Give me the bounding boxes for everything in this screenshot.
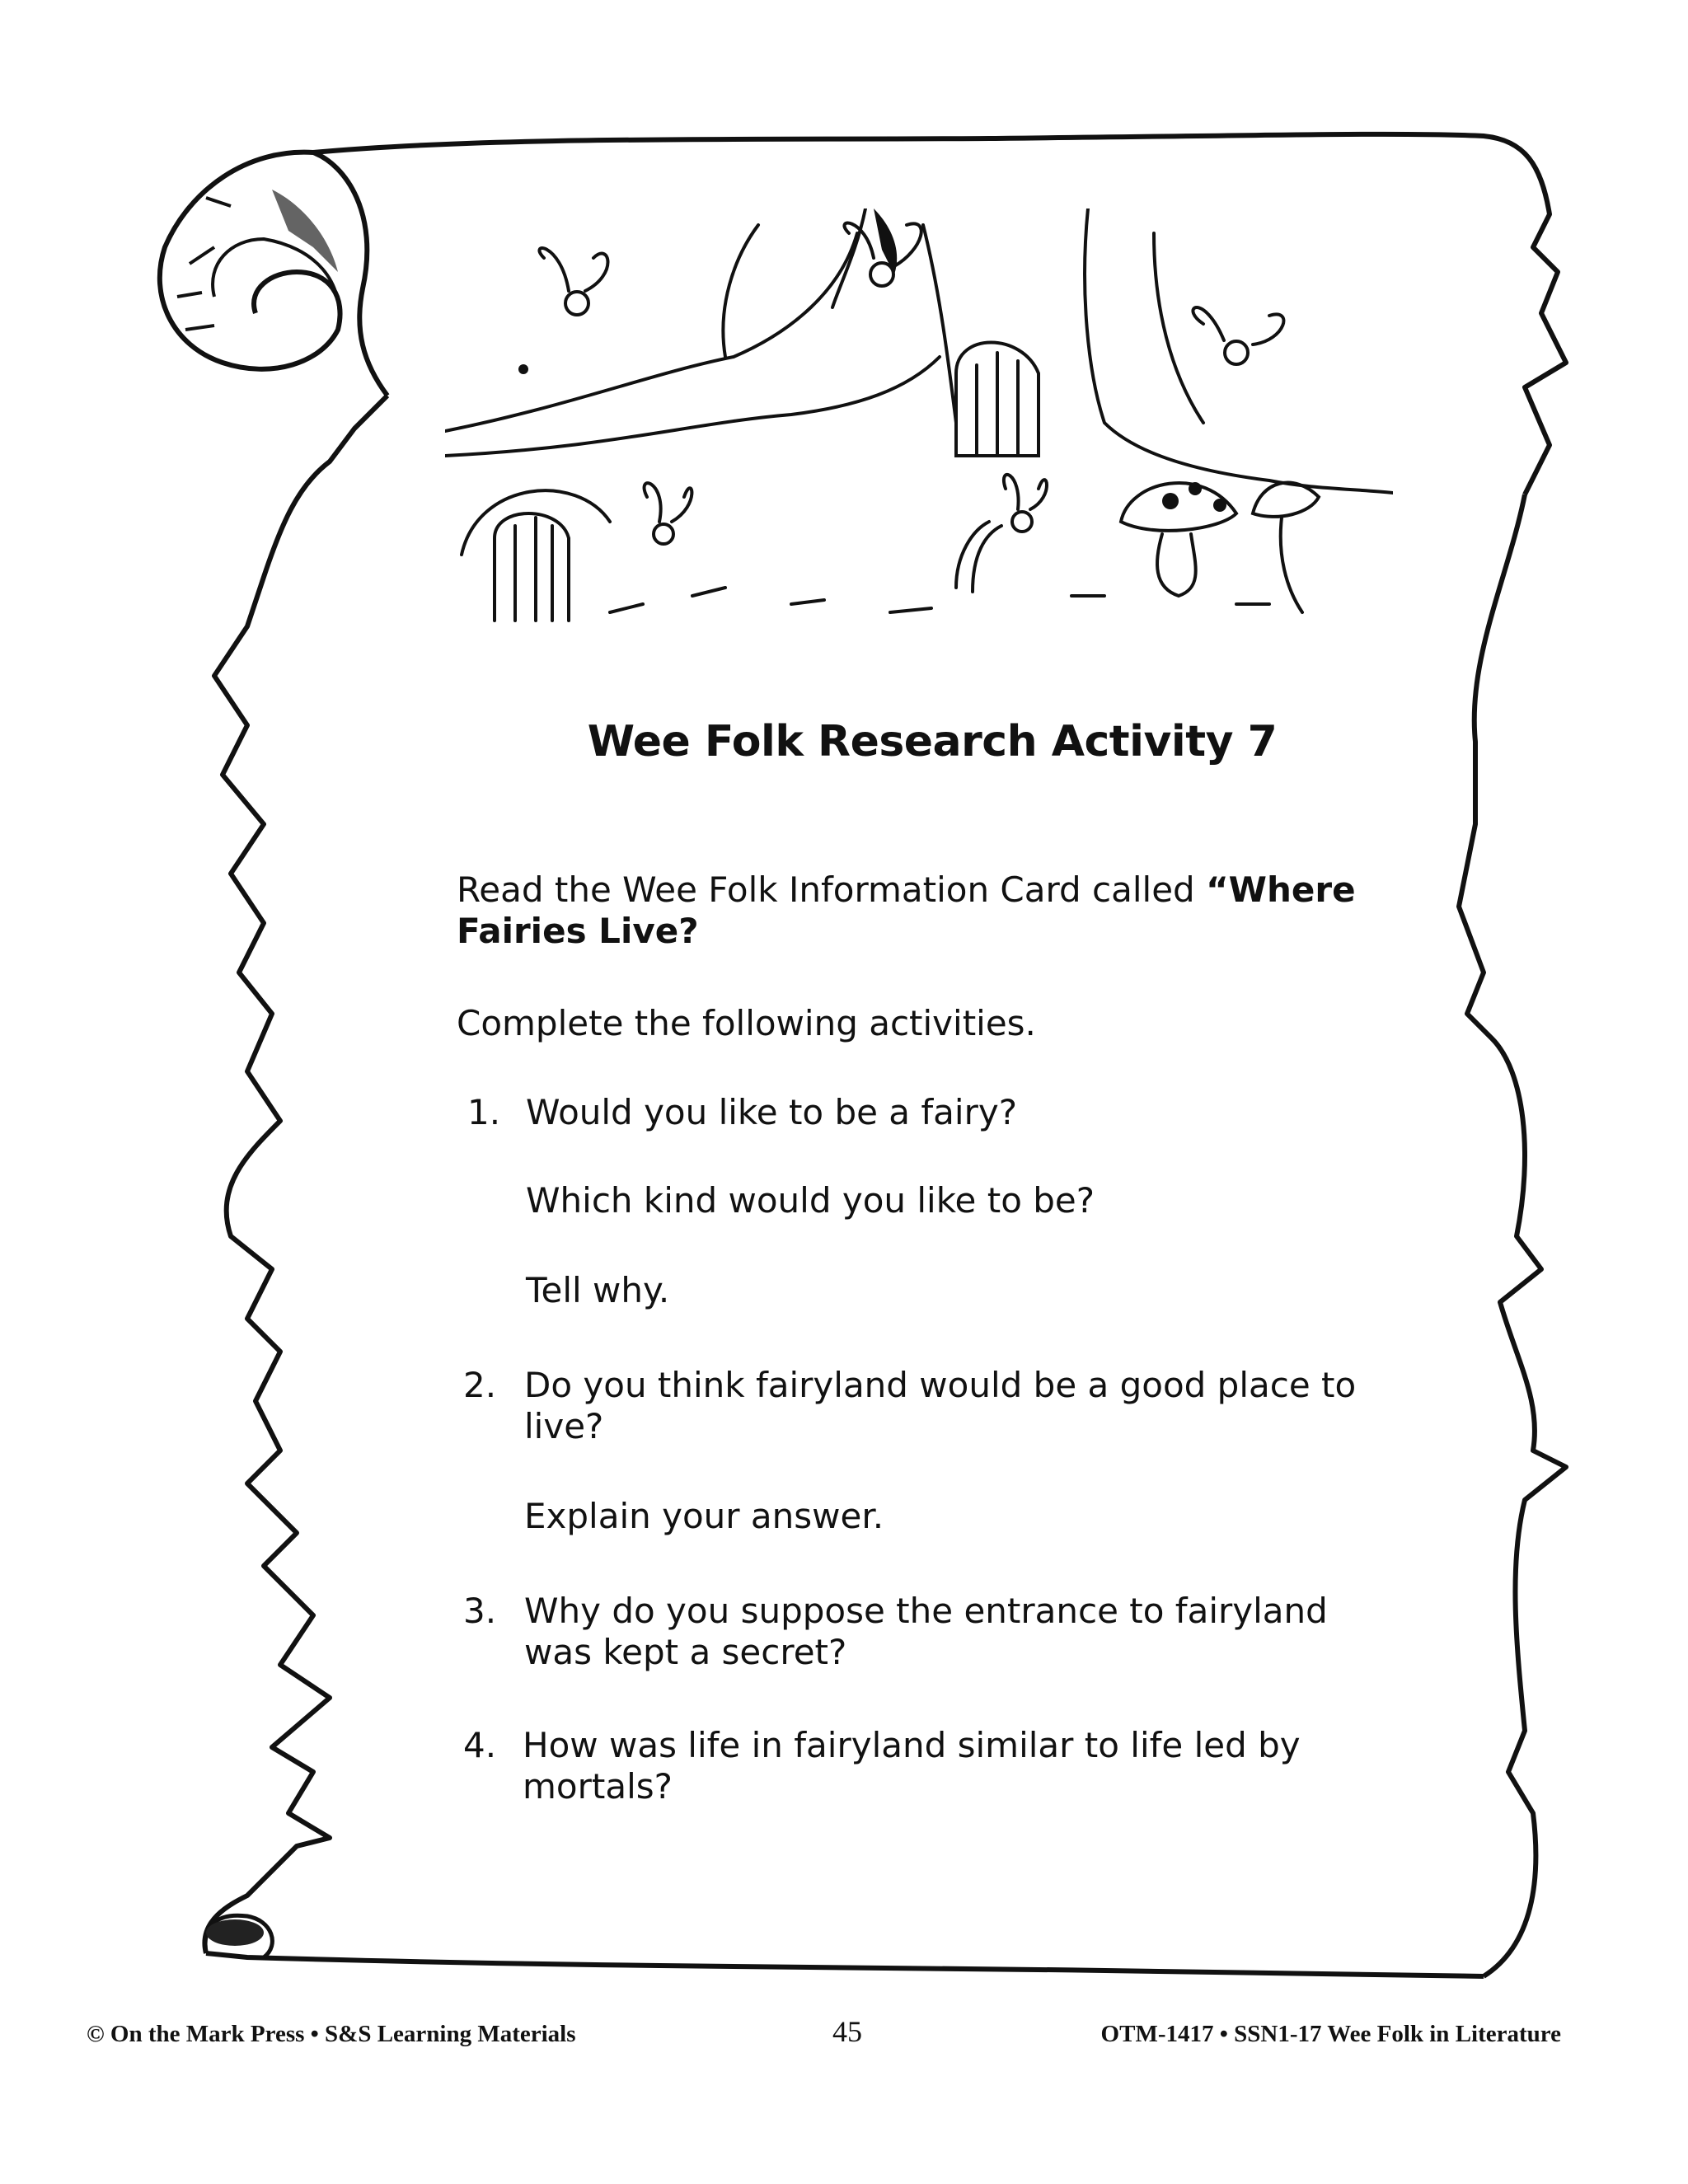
intro-card-name: “Where [1206, 869, 1356, 910]
question-text: Do you think fairyland would be a good place to [524, 1365, 1357, 1405]
question-text-line2: was kept a secret? [524, 1632, 847, 1672]
question-number: 2. [463, 1365, 497, 1405]
question-text-line2: live? [524, 1406, 604, 1446]
intro-text: Read the Wee Folk Information Card called [457, 869, 1207, 910]
intro-card-name-line2: Fairies Live? [457, 911, 699, 951]
question-number: 1. [467, 1092, 501, 1132]
question-text: How was life in fairyland similar to life led by [523, 1725, 1301, 1765]
fairy-forest-illustration [445, 209, 1393, 641]
page-title: Wee Folk Research Activity 7 [587, 717, 1278, 766]
question-followup: Explain your answer. [524, 1496, 884, 1536]
question-followup: Which kind would you like to be? [526, 1180, 1095, 1221]
question-text: Would you like to be a fairy? [526, 1092, 1017, 1132]
instruction-text: Complete the following activities. [457, 1003, 1036, 1043]
page-number: 45 [832, 2015, 862, 2048]
question-followup: Tell why. [526, 1270, 670, 1310]
question-number: 3. [463, 1591, 497, 1631]
question-number: 4. [463, 1725, 497, 1765]
footer-product-code: OTM-1417 • SSN1-17 Wee Folk in Literature [1100, 2021, 1561, 2047]
question-text: Why do you suppose the entrance to fairyland [524, 1591, 1328, 1631]
question-text-line2: mortals? [523, 1766, 673, 1807]
footer-copyright: © On the Mark Press • S&S Learning Materials [87, 2021, 576, 2047]
intro-paragraph [457, 869, 1429, 952]
